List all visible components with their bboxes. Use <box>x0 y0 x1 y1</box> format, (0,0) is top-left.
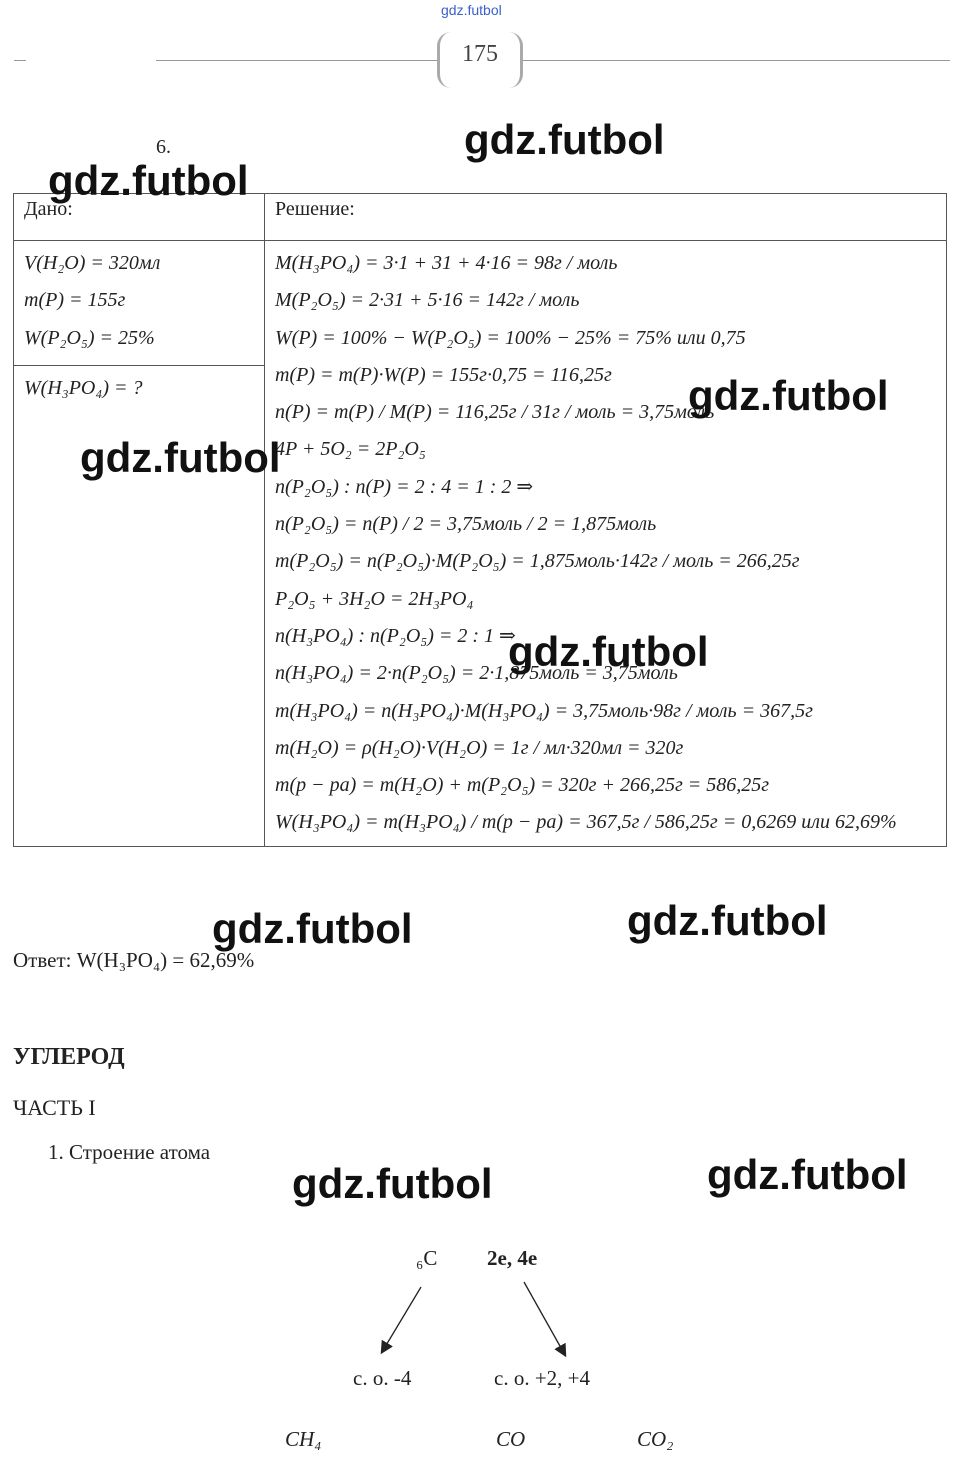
solution-line: M(P₂O₅) = 2·31 + 5·16 = 142г / моль <box>275 289 580 312</box>
solution-line: n(H₃PO₄) : n(P₂O₅) = 2 : 1 ⇒ <box>275 624 516 647</box>
header-rule-left <box>156 60 437 61</box>
given-header: Дано: <box>14 194 265 241</box>
atom-diagram <box>0 1240 963 1465</box>
list-item-atom-structure: 1. Строение атома <box>48 1140 211 1164</box>
watermark: gdz.futbol <box>292 1160 493 1207</box>
solution-line: P₂O₅ + 3H₂O = 2H₃PO₄ <box>275 587 474 610</box>
compound-co: CO <box>496 1427 526 1451</box>
solution-line: m(P₂O₅) = n(P₂O₅)·M(P₂O₅) = 1,875моль·142г / моль = 266,25г <box>275 550 800 573</box>
header-rule-left-short <box>14 60 26 61</box>
compound-methane: CH₄ <box>285 1427 322 1451</box>
arrow-left <box>382 1287 421 1352</box>
diagram-arrows <box>0 1240 963 1465</box>
watermark: gdz.futbol <box>464 116 665 163</box>
header-rule-right <box>523 60 950 61</box>
watermark: gdz.futbol <box>688 372 889 419</box>
solution-line: n(P₂O₅) = n(P) / 2 = 3,75моль / 2 = 1,875моль <box>275 513 657 536</box>
arrow-right <box>524 1282 565 1355</box>
solution-header: Решение: <box>265 194 947 241</box>
compound-co2: CO₂ <box>637 1427 674 1451</box>
section-title: УГЛЕРОД <box>13 1044 125 1070</box>
solution-line: n(P) = m(P) / M(P) = 116,25г / 31г / моль = 3,75моль <box>275 401 715 424</box>
solution-cell <box>265 241 947 847</box>
watermark: gdz.futbol <box>212 905 413 952</box>
solution-line: 4P + 5O₂ = 2P₂O₅ <box>275 438 426 461</box>
section-part: ЧАСТЬ I <box>13 1095 96 1120</box>
site-mark: gdz.futbol <box>441 2 502 18</box>
watermark: gdz.futbol <box>508 628 709 675</box>
watermark: gdz.futbol <box>48 157 249 204</box>
solution-line: M(H₃PO₄) = 3·1 + 31 + 4·16 = 98г / моль <box>275 252 618 274</box>
solution-line: n(P₂O₅) : n(P) = 2 : 4 = 1 : 2 ⇒ <box>275 475 534 498</box>
watermark: gdz.futbol <box>627 897 828 944</box>
oxidation-state-negative: с. о. -4 <box>353 1366 412 1390</box>
given-fraction: W(P₂O₅) = 25% <box>24 326 155 349</box>
solution-line: W(P) = 100% − W(P₂O₅) = 100% − 25% = 75% или 0,75 <box>275 326 746 349</box>
oxidation-state-positive: с. о. +2, +4 <box>494 1366 591 1390</box>
solution-line: W(H₃PO₄) = m(H₃PO₄) / m(p − pa) = 367,5г / 586,25г = 0,6269 или 62,69% <box>275 811 897 834</box>
find-value: W(H₃PO₄) = ? <box>24 377 143 399</box>
problem-number: 6. <box>156 136 171 158</box>
electron-config: 2e, 4e <box>487 1246 538 1270</box>
solution-line: m(p − pa) = m(H₂O) + m(P₂O₅) = 320г + 266,25г = 586,25г <box>275 774 770 797</box>
problem-table <box>13 193 947 847</box>
watermark: gdz.futbol <box>707 1151 908 1198</box>
answer: Ответ: W(H₃PO₄) = 62,69% <box>13 948 255 972</box>
given-mass: m(P) = 155г <box>24 289 126 312</box>
solution-line: m(H₃PO₄) = n(H₃PO₄)·M(H₃PO₄) = 3,75моль·98г / моль = 367,5г <box>275 699 813 722</box>
given-volume: V(H₂O) = 320мл <box>24 252 161 274</box>
element-symbol: ₆C <box>416 1246 438 1270</box>
solution-line: m(H₂O) = ρ(H₂O)·V(H₂O) = 1г / мл·320мл = 320г <box>275 736 684 759</box>
solution-line: n(H₃PO₄) = 2·n(P₂O₅) = 2·1,875моль = 3,75моль <box>275 662 678 685</box>
solution-line: m(P) = m(P)·W(P) = 155г·0,75 = 116,25г <box>275 363 612 386</box>
page-number: 175 <box>437 32 523 88</box>
given-cell <box>14 241 265 366</box>
watermark: gdz.futbol <box>80 434 281 481</box>
